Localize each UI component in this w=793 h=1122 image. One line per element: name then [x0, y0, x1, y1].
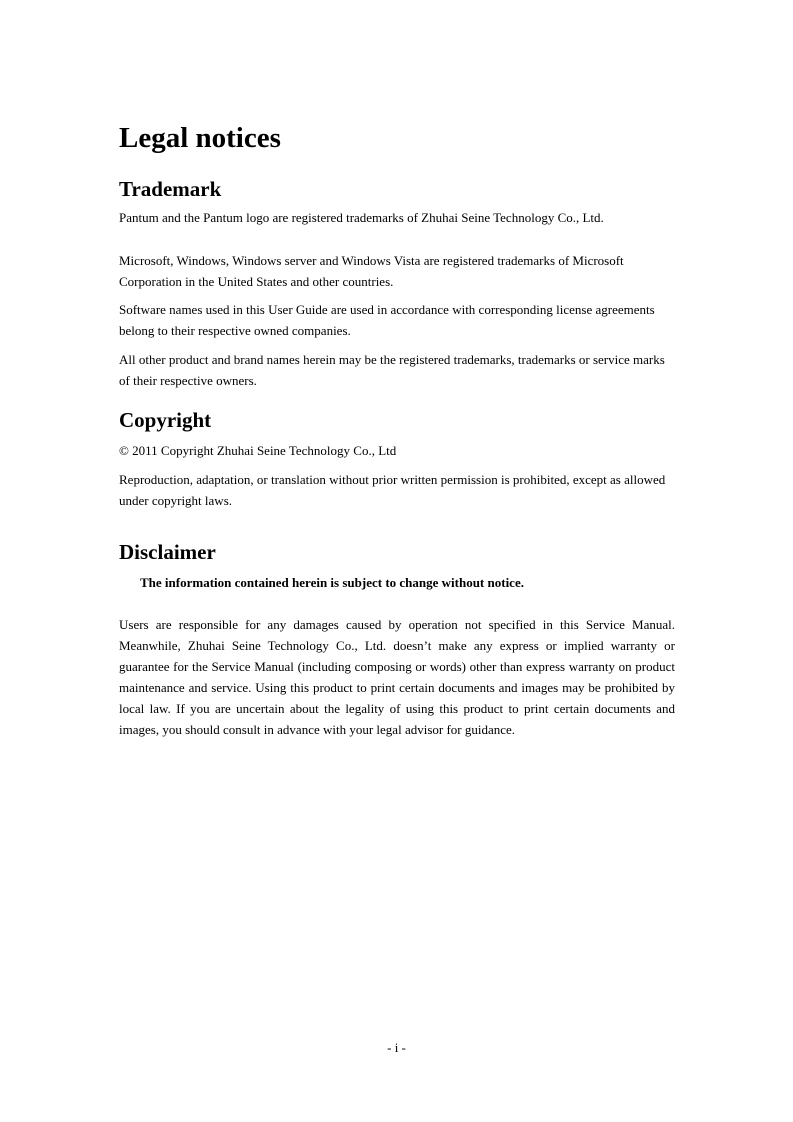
- disclaimer-heading: Disclaimer: [119, 540, 216, 564]
- disclaimer-body: Users are responsible for any damages caused by operation not specified in this Service Manual. Meanwhile, Zhuhai Seine Technology Co., Ltd. doesn’t make any express or implied warranty or guarantee for the Service Manual (including composing or words) other than express warranty on product maintenance and service. Using this product to print certain documents and images may be prohibited by local law. If you are uncertain about the legality of using this product to print certain documents and images, you should consult in advance with your legal advisor for guidance.: [119, 617, 675, 737]
- trademark-paragraph-2: Microsoft, Windows, Windows server and Windows Vista are registered trademarks of Microsoft Corporation in the United States and other countries.: [119, 253, 624, 289]
- page-title: Legal notices: [119, 122, 281, 154]
- trademark-paragraph-3: Software names used in this User Guide are used in accordance with corresponding license agreements belong to their respective owned companies.: [119, 302, 655, 338]
- trademark-paragraph-1: Pantum and the Pantum logo are registered trademarks of Zhuhai Seine Technology Co., Ltd.: [119, 210, 604, 225]
- copyright-paragraph-2: Reproduction, adaptation, or translation without prior written permission is prohibited, except as allowed under copyright laws.: [119, 472, 666, 508]
- copyright-heading: Copyright: [119, 408, 212, 432]
- trademark-paragraph-4: All other product and brand names herein may be the registered trademarks, trademarks or service marks of their respective owners.: [119, 352, 665, 388]
- page-number: - i -: [387, 1040, 406, 1055]
- disclaimer-notice: The information contained herein is subject to change without notice.: [140, 575, 524, 590]
- trademark-heading: Trademark: [119, 177, 222, 201]
- copyright-paragraph-1: © 2011 Copyright Zhuhai Seine Technology Co., Ltd: [119, 443, 397, 458]
